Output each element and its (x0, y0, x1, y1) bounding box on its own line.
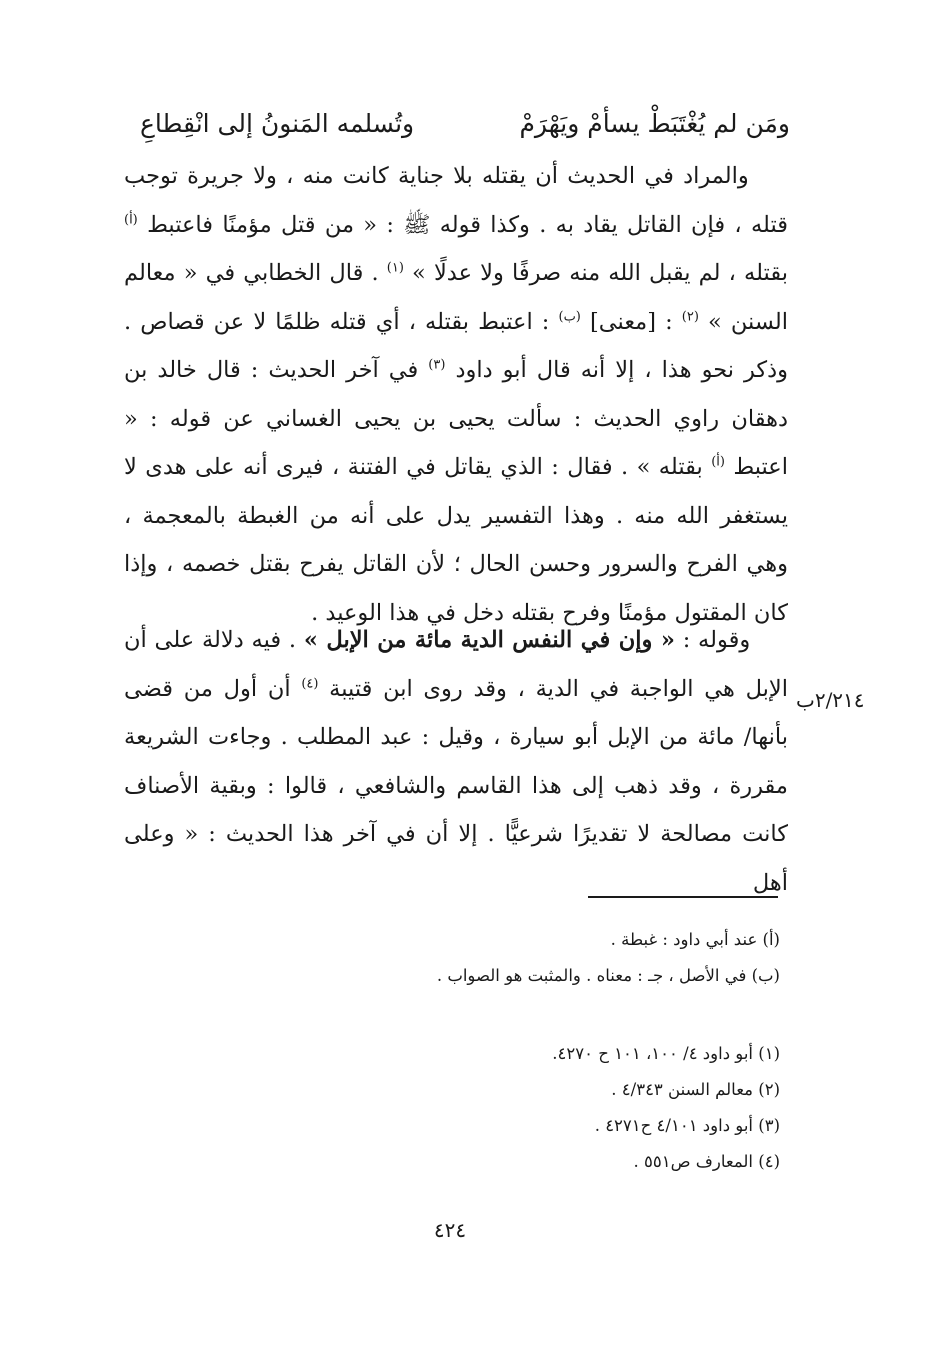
poetry-verse (120, 100, 790, 148)
footnote-1: (١) أبو داود ٤/ ١٠٠، ١٠١ ح ٤٢٧٠. (552, 1044, 780, 1063)
footnotes-references (330, 1036, 780, 1180)
footnote-4: (٤) المعارف ص٥٥١ . (633, 1152, 780, 1171)
hadith-quote: « وإن في النفس الدية مائة من الإبل » (303, 627, 675, 653)
footnote-marker[interactable]: (٤) (301, 676, 319, 691)
text-run: بقتله » . فقال : الذي يقاتل في الفتنة ، فيرى أنه على هدى لا يستغفر الله منه . وهذا التفسير يدل على أنه من الغبطة بالمعجمة ، وهي الفرح والسرور وحسن الحال ؛ لأن القاتل يفرح بقتل خصمه ، وإذا كان المقتول مؤمنًا وفرح بقتله دخل في هذا الوعيد . (124, 454, 788, 626)
footnote-marker[interactable]: (أ) (124, 212, 138, 227)
manuscript-folio-marker: ٢/٢١٤ب (796, 688, 865, 712)
text-run: وقوله : (682, 627, 751, 653)
paragraph-diya-discussion (124, 616, 788, 907)
footnote-3: (٣) أبو داود ٤/١٠١ ح٤٢٧١ . (594, 1116, 780, 1135)
footnotes-variant-readings (330, 922, 780, 994)
text-run: . قال الخطابي في « معالم السنن » (124, 260, 789, 335)
text-run: بقتله ، لم يقبل الله منه صرفًا ولا عدلًا » (412, 260, 788, 286)
text-run: : [معنى] (590, 308, 673, 335)
footnote-marker[interactable]: (٢) (681, 309, 699, 324)
text-run: . فيه دلالة على أن الإبل هي الواجبة في الدية ، وقد روى ابن قتيبة (124, 627, 788, 702)
page-number: ٤٢٤ (433, 1218, 467, 1242)
verse-first-hemistich: ومَن لم يُغْتَبَطْ يسأمْ ويَهْرَمْ (519, 109, 790, 138)
footnote-marker[interactable]: (١) (386, 260, 404, 276)
footnote-2: (٢) معالم السنن ٤/٣٤٣ . (611, 1080, 780, 1099)
footnote-separator (588, 896, 778, 898)
footnote-marker[interactable]: (٣) (428, 357, 446, 373)
text-run: والمراد في الحديث أن يقتله بلا جناية كانت منه ، ولا جريرة توجب قتله ، فإن القاتل يقاد به . وكذا قوله ﷺ : « من قتل مؤمنًا فاعتبط (124, 163, 789, 238)
paragraph-hadith-explanation (124, 152, 788, 637)
text-run: : اعتبط بقتله ، أي قتله ظلمًا لا عن قصاص . وذكر نحو هذا ، إلا أنه قال أبو داود (124, 308, 789, 383)
verse-second-hemistich: وتُسلمه المَنونُ إلى انْقِطاعِ (140, 109, 415, 138)
text-run: أن أول من قضى بأنها/ مائة من الإبل أبو سيارة ، وقيل : عبد المطلب . وجاءت الشريعة مقررة ، وقد ذهب إلى هذا القاسم والشافعي ، قالوا : وبقية الأصناف كانت مصالحة لا تقديرًا شرعيًّا . إلا أن في آخر هذا الحديث : « وعلى أهل (124, 675, 788, 896)
footnote-marker[interactable]: (ب) (558, 309, 581, 324)
footnote-marker[interactable]: (أ) (711, 454, 725, 470)
footnote-letter-a: (أ) عند أبي داود : غبطة . (610, 930, 780, 949)
footnote-letter-b: (ب) في الأصل ، جـ : معناه . والمثبت هو الصواب . (436, 966, 780, 985)
text-run: في آخر الحديث : قال خالد بن دهقان راوي الحديث : سألت يحيى بن يحيى الغساني عن قوله : « اعتبط (124, 357, 788, 480)
